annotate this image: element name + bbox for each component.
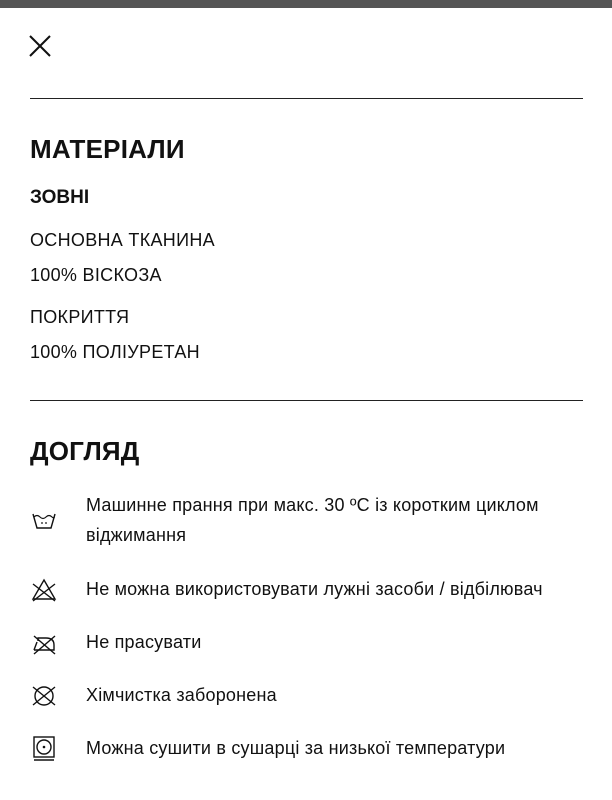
- tumble-dry-low-icon: [30, 734, 58, 762]
- materials-title: МАТЕРІАЛИ: [30, 134, 185, 164]
- material-value: 100% ПОЛІУРЕТАН: [30, 342, 200, 362]
- care-text: Хімчистка заборонена: [86, 685, 277, 705]
- material-value: 100% ВІСКОЗА: [30, 265, 162, 285]
- wash-30-icon: [30, 506, 58, 534]
- material-label: ПОКРИТТЯ: [30, 307, 130, 327]
- no-bleach-icon: [30, 576, 58, 604]
- care-text: Можна сушити в сушарці за низької температури: [86, 738, 506, 758]
- material-label: ОСНОВНА ТКАНИНА: [30, 230, 215, 250]
- divider: [30, 98, 583, 99]
- close-icon: [26, 32, 54, 60]
- no-iron-icon: [30, 629, 58, 657]
- materials-section-outer: ЗОВНІ: [30, 187, 90, 208]
- care-title: ДОГЛЯД: [30, 436, 140, 466]
- care-text: Не прасувати: [86, 632, 202, 652]
- top-bar: [0, 0, 612, 8]
- care-text: Не можна використовувати лужні засоби / відбілювач: [86, 579, 543, 599]
- close-button[interactable]: [26, 32, 54, 60]
- no-dry-clean-icon: [30, 682, 58, 710]
- care-text: Машинне прання при макс. 30 ºC із коротким циклом віджимання: [86, 495, 539, 545]
- divider: [30, 400, 583, 401]
